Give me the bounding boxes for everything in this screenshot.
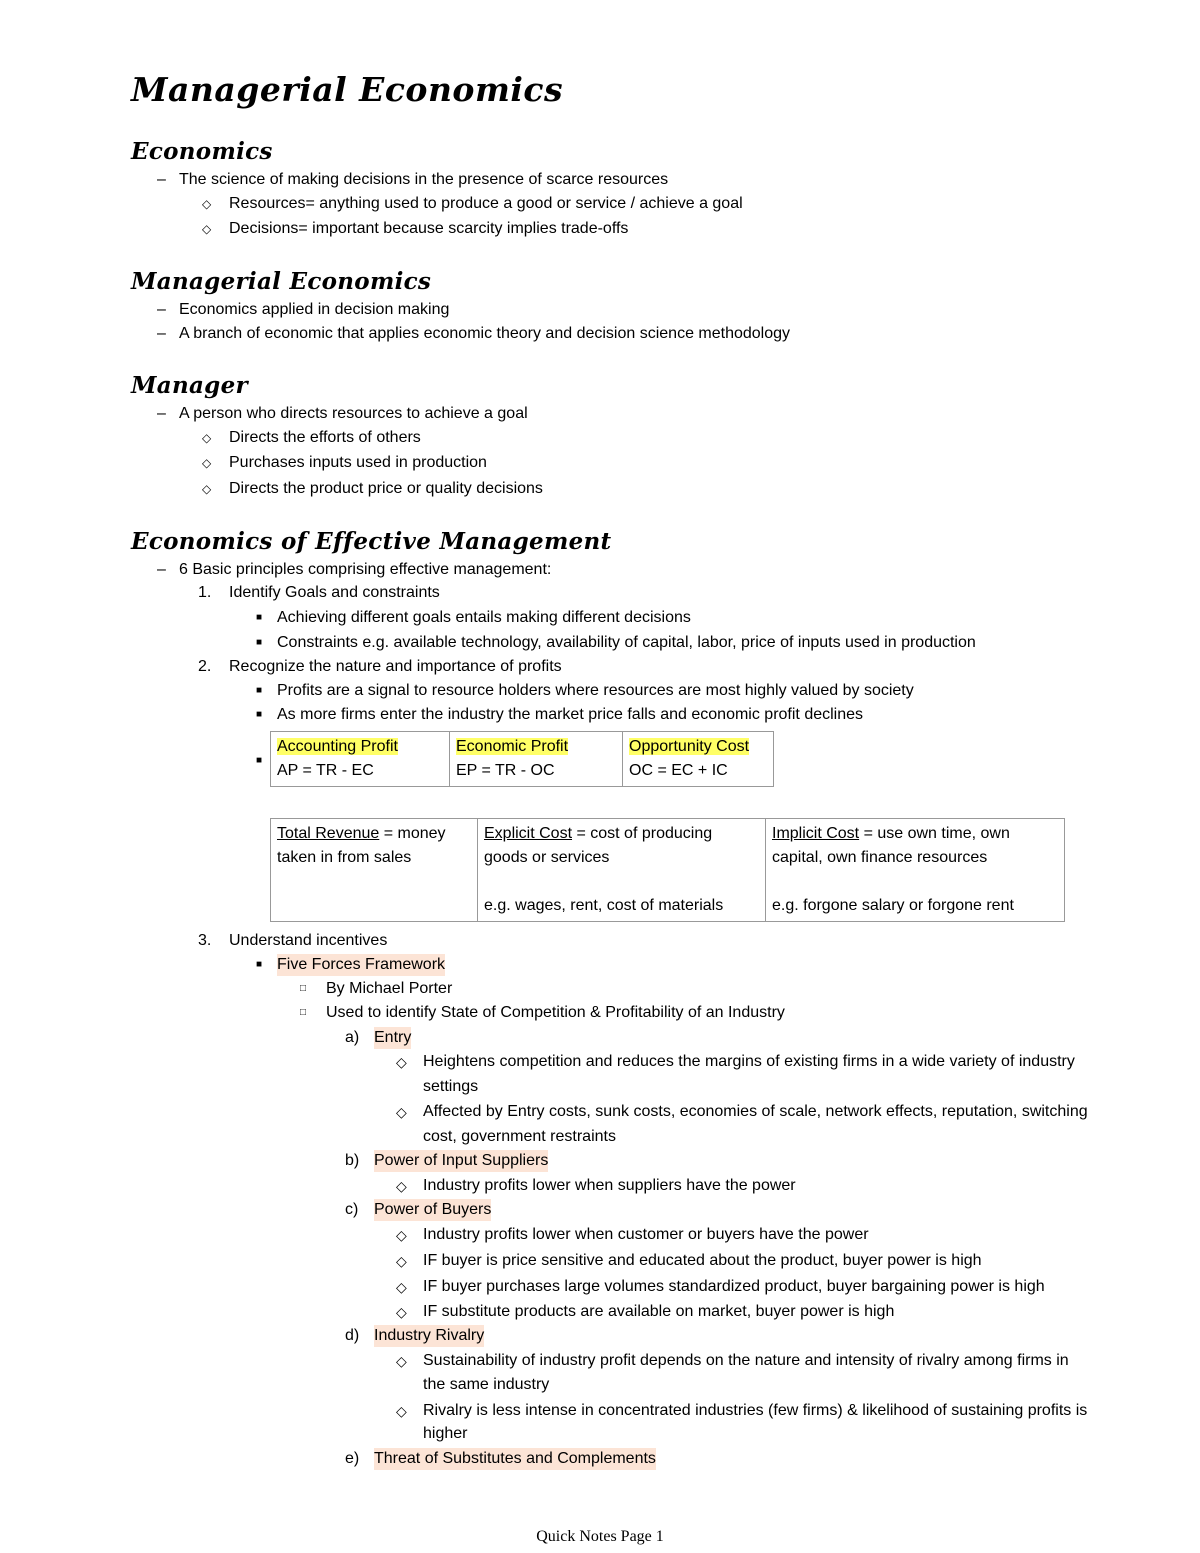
force-marker: b)	[345, 1152, 360, 1169]
hollow-square-bullet-icon: □	[300, 983, 307, 994]
page-footer: Quick Notes Page 1	[536, 1528, 664, 1545]
diamond-bullet-icon: ◇	[396, 1104, 407, 1120]
force-marker: e)	[345, 1450, 360, 1467]
force-detail: Heightens competition and reduces the margins of existing firms in a wide variety of industry	[423, 1053, 1075, 1070]
principle-label: Recognize the nature and importance of profits	[229, 658, 562, 675]
force-detail: Affected by Entry costs, sunk costs, economies of scale, network effects, reputation, switching	[423, 1103, 1088, 1120]
square-bullet-icon: ■	[256, 612, 263, 623]
effective-item: 6 Basic principles comprising effective management:	[179, 561, 552, 578]
principle-bullet: Profits are a signal to resource holders where resources are most highly valued by society	[277, 682, 914, 699]
force-label-entry: Entry	[374, 1027, 411, 1049]
diamond-bullet-icon: ◇	[396, 1304, 407, 1320]
definition-term: Total Revenue	[277, 825, 380, 842]
force-detail: cost, government restraints	[423, 1128, 616, 1145]
economics-item: The science of making decisions in the presence of scarce resources	[179, 171, 669, 188]
heading-managerial-economics: Managerial Economics	[131, 268, 432, 295]
square-bullet-icon: ■	[256, 637, 263, 648]
definition-example: e.g. wages, rent, cost of materials	[484, 897, 724, 914]
diamond-bullet-icon: ◇	[396, 1178, 407, 1194]
square-bullet-icon: ■	[256, 755, 263, 766]
profit-table-cell	[450, 732, 623, 787]
dash-bullet: –	[157, 405, 166, 422]
definition-cell	[271, 819, 478, 922]
force-label-substitutes: Threat of Substitutes and Complements	[374, 1448, 656, 1470]
managerial-item: Economics applied in decision making	[179, 301, 450, 318]
five-forces-sub-item: Used to identify State of Competition & Profitability of an Industry	[326, 1004, 785, 1021]
force-detail: IF buyer purchases large volumes standardized product, buyer bargaining power is high	[423, 1278, 1045, 1295]
definition-text: goods or services	[484, 849, 610, 866]
definition-text: = money	[379, 825, 446, 842]
definition-example: e.g. forgone salary or forgone rent	[772, 897, 1014, 914]
profit-table-cell	[623, 732, 774, 787]
principle-label: Identify Goals and constraints	[229, 584, 440, 601]
diamond-bullet-icon: ◇	[202, 482, 212, 496]
force-label-buyers: Power of Buyers	[374, 1199, 491, 1221]
definition-term: Implicit Cost	[772, 825, 860, 842]
principle-bullet: Achieving different goals entails making different decisions	[277, 609, 691, 626]
square-bullet-icon: ■	[256, 685, 263, 696]
managerial-item: A branch of economic that applies economic theory and decision science methodology	[179, 325, 791, 342]
force-detail: IF buyer is price sensitive and educated about the product, buyer power is high	[423, 1252, 982, 1269]
force-marker: c)	[345, 1201, 359, 1218]
profit-table-formula: AP = TR - EC	[277, 762, 374, 779]
profit-table-formula: OC = EC + IC	[629, 762, 728, 779]
five-forces-label: Five Forces Framework	[277, 954, 445, 976]
manager-item: A person who directs resources to achieve a goal	[179, 405, 528, 422]
manager-sub-item: Purchases inputs used in production	[229, 454, 487, 471]
diamond-bullet-icon: ◇	[202, 222, 212, 236]
heading-manager: Manager	[131, 372, 248, 399]
principle-label: Understand incentives	[229, 932, 388, 949]
definition-text: capital, own finance resources	[772, 849, 988, 866]
dash-bullet: –	[157, 561, 166, 578]
diamond-bullet-icon: ◇	[396, 1353, 407, 1369]
force-detail: Industry profits lower when suppliers have the power	[423, 1177, 796, 1194]
hollow-square-bullet-icon: □	[300, 1007, 307, 1018]
dash-bullet: –	[157, 325, 166, 342]
force-detail: Rivalry is less intense in concentrated industries (few firms) & likelihood of sustaining profits is	[423, 1402, 1088, 1419]
five-forces-sub-item: By Michael Porter	[326, 980, 453, 997]
force-detail: Industry profits lower when customer or buyers have the power	[423, 1226, 869, 1243]
profit-table-cell	[271, 732, 450, 787]
definition-cell	[766, 819, 1065, 922]
diamond-bullet-icon: ◇	[396, 1279, 407, 1295]
profit-table-formula: EP = TR - OC	[456, 762, 555, 779]
diamond-bullet-icon: ◇	[202, 456, 212, 470]
economics-sub-item: Resources= anything used to produce a good or service / achieve a goal	[229, 195, 743, 212]
definition-text: = use own time, own	[859, 825, 1010, 842]
definition-term: Explicit Cost	[484, 825, 573, 842]
diamond-bullet-icon: ◇	[396, 1253, 407, 1269]
dash-bullet: –	[157, 301, 166, 318]
force-detail: Sustainability of industry profit depends on the nature and intensity of rivalry among firms in	[423, 1352, 1069, 1369]
definition-text: = cost of producing	[572, 825, 713, 842]
force-detail: IF substitute products are available on market, buyer power is high	[423, 1303, 895, 1320]
definition-cell	[478, 819, 766, 922]
manager-sub-item: Directs the efforts of others	[229, 429, 421, 446]
manager-sub-item: Directs the product price or quality decisions	[229, 480, 543, 497]
force-label-rivalry: Industry Rivalry	[374, 1325, 484, 1347]
force-detail: the same industry	[423, 1376, 550, 1393]
diamond-bullet-icon: ◇	[396, 1054, 407, 1070]
principle-number: 2.	[198, 658, 212, 675]
principle-bullet: As more firms enter the industry the market price falls and economic profit declines	[277, 706, 864, 723]
profit-table-header: Economic Profit	[456, 738, 569, 755]
dash-bullet: –	[157, 171, 166, 188]
force-detail: settings	[423, 1078, 479, 1095]
principle-bullet: Constraints e.g. available technology, availability of capital, labor, price of inputs used in production	[277, 634, 976, 651]
diamond-bullet-icon: ◇	[396, 1227, 407, 1243]
square-bullet-icon: ■	[256, 709, 263, 720]
square-bullet-icon: ■	[256, 959, 263, 970]
diamond-bullet-icon: ◇	[202, 197, 212, 211]
force-marker: a)	[345, 1029, 360, 1046]
diamond-bullet-icon: ◇	[202, 431, 212, 445]
economics-sub-item: Decisions= important because scarcity implies trade-offs	[229, 220, 629, 237]
force-label-suppliers: Power of Input Suppliers	[374, 1150, 548, 1172]
force-marker: d)	[345, 1327, 360, 1344]
heading-effective-management: Economics of Effective Management	[131, 528, 612, 555]
profit-table-header: Opportunity Cost	[629, 738, 750, 755]
cost-definitions-table	[270, 818, 1065, 922]
principle-number: 3.	[198, 932, 212, 949]
definition-text: taken in from sales	[277, 849, 412, 866]
profit-table	[270, 731, 774, 787]
heading-economics: Economics	[131, 138, 273, 165]
profit-table-header: Accounting Profit	[277, 738, 398, 755]
force-detail: higher	[423, 1425, 468, 1442]
principle-number: 1.	[198, 584, 212, 601]
page-title: Managerial Economics	[131, 70, 564, 109]
diamond-bullet-icon: ◇	[396, 1403, 407, 1419]
